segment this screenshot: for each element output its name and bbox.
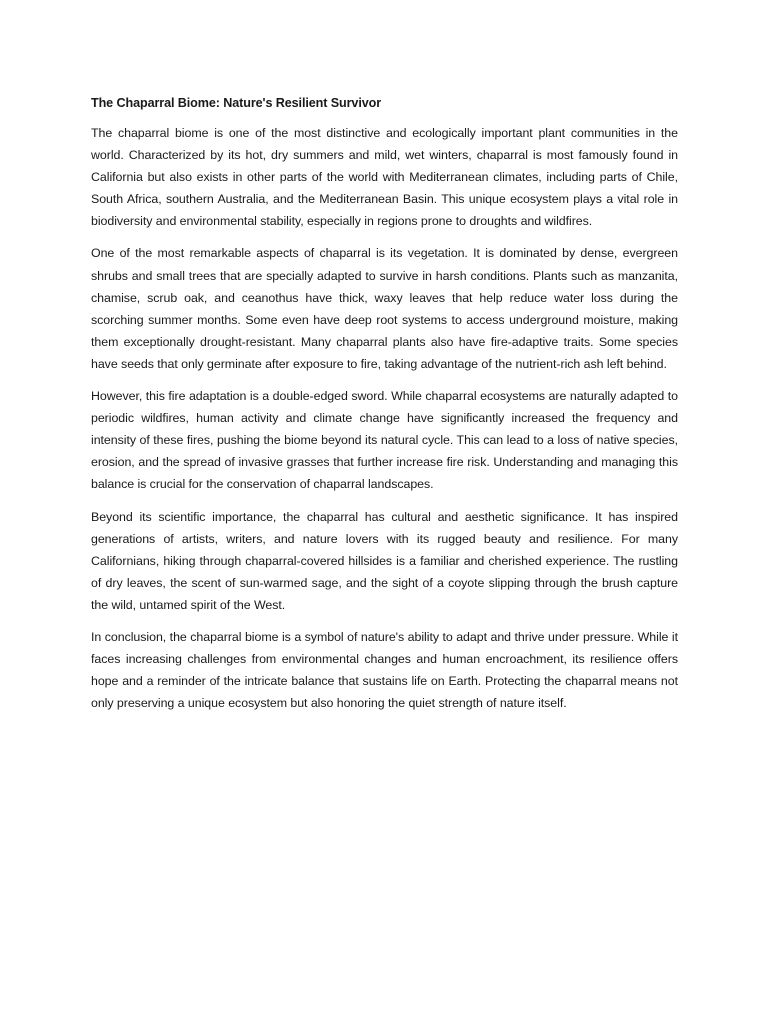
paragraph-vegetation: One of the most remarkable aspects of chaparral is its vegetation. It is dominated by dense, evergreen shrubs and small trees that are specially adapted to survive in harsh conditions. Plants such as manzanita, chamise, scrub oak, and ceanothus have thick, waxy leaves that help reduce water loss during the scorching summer months. Some even have deep root systems to access underground moisture, making them exceptionally drought-resistant. Many chaparral plants also have fire-adaptive traits. Some species have seeds that only germinate after exposure to fire, taking advantage of the nutrient-rich ash left behind.: [91, 246, 678, 371]
paragraph-conclusion: In conclusion, the chaparral biome is a symbol of nature's ability to adapt and thrive under pressure. While it faces increasing challenges from environmental changes and human encroachment, its resilience offers hope and a reminder of the intricate balance that sustains life on Earth. Protecting the chaparral means not only preserving a unique ecosystem but also honoring the quiet strength of nature itself.: [91, 629, 678, 711]
paragraph-introduction: The chaparral biome is one of the most distinctive and ecologically important plant communities in the world. Characterized by its hot, dry summers and mild, wet winters, chaparral is most famously found in California but also exists in other parts of the world with Mediterranean climates, including parts of Chile, South Africa, southern Australia, and the Mediterranean Basin. This unique ecosystem plays a vital role in biodiversity and environmental stability, especially in regions prone to droughts and wildfires.: [91, 126, 678, 229]
document-title: The Chaparral Biome: Nature's Resilient Survivor: [91, 96, 382, 110]
document-page: [91, 92, 678, 724]
paragraph-fire-adaptation: However, this fire adaptation is a double-edged sword. While chaparral ecosystems are naturally adapted to periodic wildfires, human activity and climate change have significantly increased the frequency and intensity of these fires, pushing the biome beyond its natural cycle. This can lead to a loss of native species, erosion, and the spread of invasive grasses that further increase fire risk. Understanding and managing this balance is crucial for the conservation of chaparral landscapes.: [91, 389, 678, 492]
paragraph-cultural-significance: Beyond its scientific importance, the chaparral has cultural and aesthetic significance. It has inspired generations of artists, writers, and nature lovers with its rugged beauty and resilience. For many Californians, hiking through chaparral-covered hillsides is a familiar and cherished experience. The rustling of dry leaves, the scent of sun-warmed sage, and the sight of a coyote slipping through the brush capture the wild, untamed spirit of the West.: [91, 509, 678, 612]
